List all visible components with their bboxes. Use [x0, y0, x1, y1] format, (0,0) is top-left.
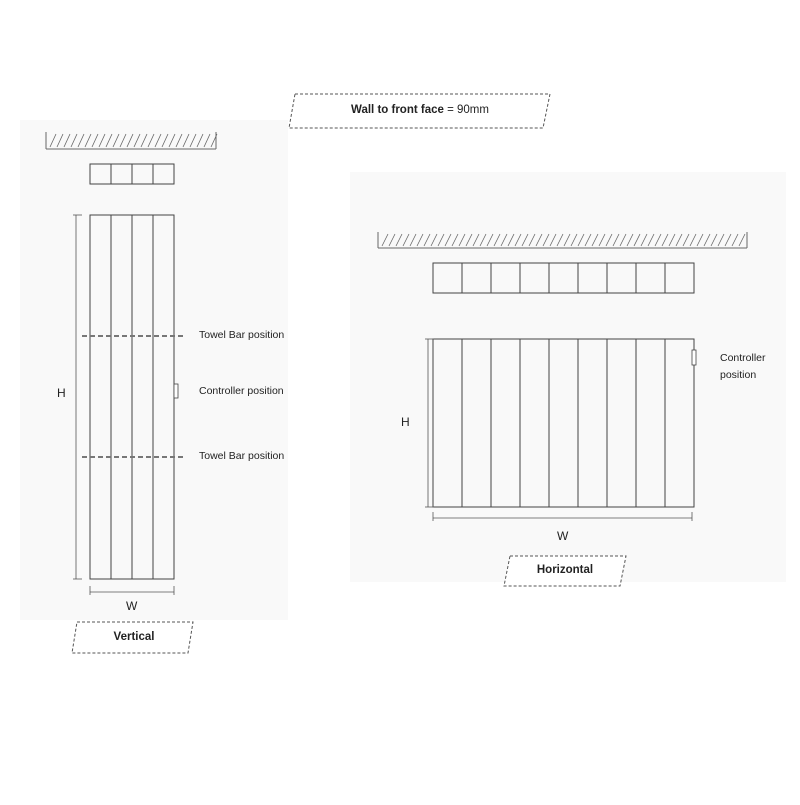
vertical-controller-label: Controller position [199, 385, 284, 397]
vertical-title: Vertical [113, 631, 155, 643]
horizontal-width-label: W [557, 529, 569, 543]
vertical-width-label: W [126, 599, 138, 613]
wall-distance-text: Wall to front face [351, 104, 444, 116]
vertical-towel-bar-label-top: Towel Bar position [199, 329, 285, 341]
vertical-panel-bg [20, 120, 288, 620]
horizontal-title: Horizontal [536, 564, 594, 576]
wall-distance-label [300, 104, 540, 116]
horizontal-height-label: H [401, 415, 410, 429]
vertical-controller [174, 384, 178, 398]
vertical-height-label: H [57, 386, 66, 400]
horizontal-controller-label-line1: Controller [720, 352, 766, 364]
wall-distance-value: = 90mm [447, 104, 489, 116]
horizontal-controller [692, 350, 696, 365]
horizontal-controller-label-line2: position [720, 369, 757, 381]
vertical-towel-bar-label-bottom: Towel Bar position [199, 450, 285, 462]
